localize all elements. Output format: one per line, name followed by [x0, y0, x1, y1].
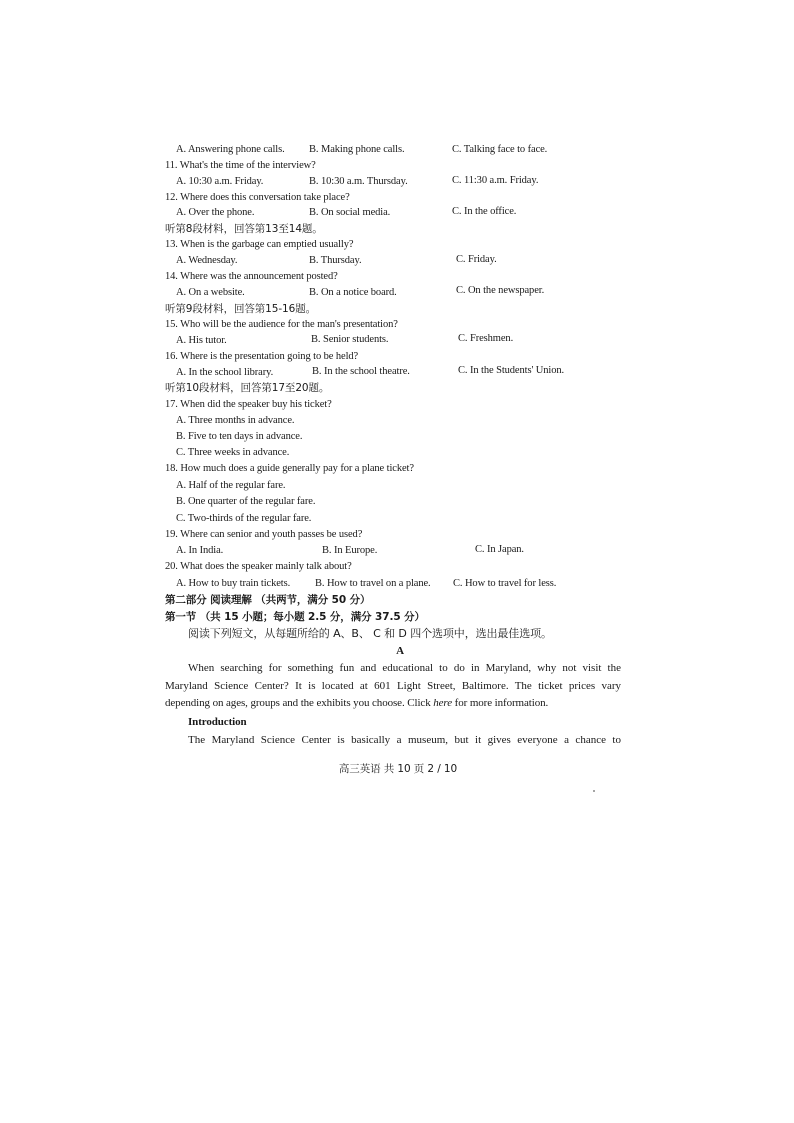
passage-line-3-start: depending on ages, groups and the exhibits you choose. Click — [165, 697, 434, 709]
reading-instruction: 阅读下列短文，从每题所给的 A、B、 C 和 D 四个选项中，选出最佳选项。 — [188, 627, 552, 640]
q20-option-b: B. How to travel on a plane. — [315, 578, 431, 589]
q18-option-a: A. Half of the regular fare. — [176, 480, 286, 491]
q19-option-b: B. In Europe. — [322, 545, 378, 556]
passage-line-3 — [165, 696, 548, 710]
passage-line-5: The Maryland Science Center is basically a museum, but it gives everyone a chance to — [188, 734, 621, 746]
q14-stem: 14. Where was the announcement posted? — [165, 271, 338, 282]
q14-option-c: C. On the newspaper. — [456, 285, 545, 296]
q13-option-c: C. Friday. — [456, 254, 497, 265]
q10-option-a: A. Answering phone calls. — [176, 144, 285, 155]
q12-stem: 12. Where does this conversation take place? — [165, 192, 350, 203]
here-link[interactable]: here — [433, 697, 452, 709]
q14-option-b: B. On a notice board. — [309, 287, 397, 298]
section-8-instruction: 听第8段材料，回答第13至14题。 — [165, 223, 323, 235]
q16-option-c: C. In the Students' Union. — [458, 365, 565, 376]
q11-option-a: A. 10:30 a.m. Friday. — [176, 176, 264, 187]
passage-line-2: Maryland Science Center? It is located at 601 Light Street, Baltimore. The ticket prices vary — [165, 680, 621, 692]
q15-option-a: A. His tutor. — [176, 335, 227, 346]
q17-option-a: A. Three months in advance. — [176, 415, 295, 426]
q10-option-c: C. Talking face to face. — [452, 144, 548, 155]
q19-option-a: A. In India. — [176, 545, 224, 556]
q17-option-b: B. Five to ten days in advance. — [176, 431, 303, 442]
page-footer: 高三英语 共 10 页 2 / 10 — [338, 763, 458, 775]
q18-option-b: B. One quarter of the regular fare. — [176, 496, 316, 507]
q10-option-b: B. Making phone calls. — [309, 144, 405, 155]
q13-stem: 13. When is the garbage can emptied usually? — [165, 239, 354, 250]
part2-title: 第二部分 阅读理解 （共两节，满分 50 分） — [165, 594, 371, 606]
q19-option-c: C. In Japan. — [475, 544, 524, 555]
q15-option-b: B. Senior students. — [311, 334, 389, 345]
q15-option-c: C. Freshmen. — [458, 333, 514, 344]
scan-speck — [593, 790, 595, 792]
q19-stem: 19. Where can senior and youth passes be used? — [165, 529, 363, 540]
section1-title: 第一节 （共 15 小题；每小题 2.5 分，满分 37.5 分） — [165, 611, 425, 623]
q16-option-b: B. In the school theatre. — [312, 366, 410, 377]
q20-option-a: A. How to buy train tickets. — [176, 578, 291, 589]
section-9-instruction: 听第9段材料，回答第15-16题。 — [165, 303, 316, 315]
q13-option-b: B. Thursday. — [309, 255, 362, 266]
q18-option-c: C. Two-thirds of the regular fare. — [176, 513, 312, 524]
q11-option-c: C. 11:30 a.m. Friday. — [452, 175, 539, 186]
q20-option-c: C. How to travel for less. — [453, 578, 557, 589]
q20-stem: 20. What does the speaker mainly talk about? — [165, 561, 352, 572]
q12-option-b: B. On social media. — [309, 207, 391, 218]
q15-stem: 15. Who will be the audience for the man's presentation? — [165, 319, 398, 330]
q17-option-c: C. Three weeks in advance. — [176, 447, 290, 458]
q11-option-b: B. 10:30 a.m. Thursday. — [309, 176, 408, 187]
q12-option-a: A. Over the phone. — [176, 207, 255, 218]
introduction-heading: Introduction — [188, 716, 247, 728]
q14-option-a: A. On a website. — [176, 287, 245, 298]
section-10-instruction: 听第10段材料，回答第17至20题。 — [165, 382, 330, 394]
q13-option-a: A. Wednesday. — [176, 255, 238, 266]
passage-line-1: When searching for something fun and educational to do in Maryland, why not visit the — [188, 662, 621, 674]
q12-option-c: C. In the office. — [452, 206, 517, 217]
q17-stem: 17. When did the speaker buy his ticket? — [165, 399, 332, 410]
q11-stem: 11. What's the time of the interview? — [165, 160, 316, 171]
passage-line-3-end: for more information. — [452, 697, 549, 709]
q16-option-a: A. In the school library. — [176, 367, 274, 378]
passage-letter: A — [396, 645, 404, 657]
q16-stem: 16. Where is the presentation going to be held? — [165, 351, 359, 362]
q18-stem: 18. How much does a guide generally pay for a plane ticket? — [165, 463, 414, 474]
